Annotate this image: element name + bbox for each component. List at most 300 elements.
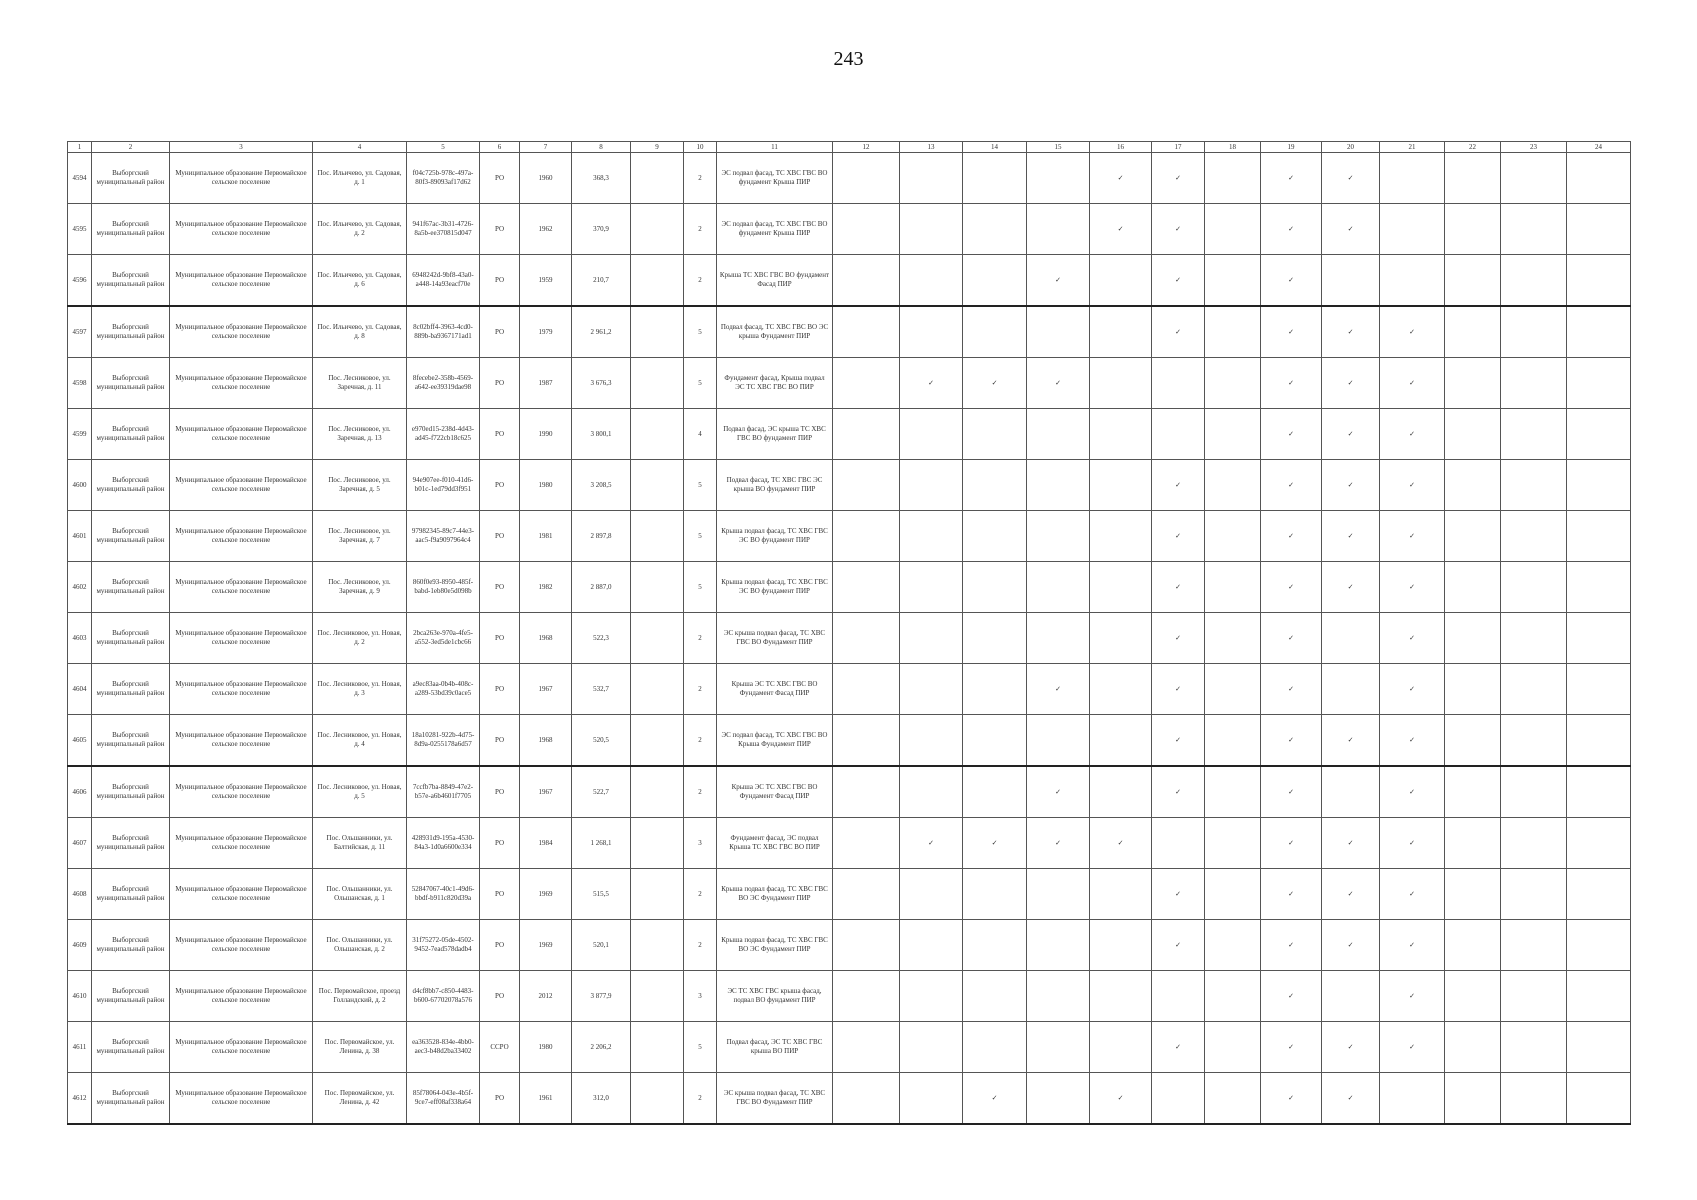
- build-year: 1980: [520, 1022, 572, 1073]
- check-mark-icon: ✓: [1322, 204, 1380, 255]
- empty-cell: [1445, 664, 1501, 715]
- column-9-value: [631, 869, 684, 920]
- empty-cell: [1445, 766, 1501, 818]
- total-area: 520,5: [572, 715, 631, 767]
- empty-cell: [1445, 255, 1501, 307]
- total-area: 370,9: [572, 204, 631, 255]
- empty-cell: [900, 562, 963, 613]
- column-9-value: [631, 920, 684, 971]
- column-10-value: 2: [684, 664, 717, 715]
- repair-works-list: Крыша ЭС ТС ХВС ГВС ВО Фундамент Фасад ПИР: [717, 766, 833, 818]
- house-guid: a9ec83aa-0b4b-408c-a289-53bd39c0ace5: [407, 664, 480, 715]
- empty-cell: [833, 715, 900, 767]
- fund-type: РО: [480, 613, 520, 664]
- build-year: 1984: [520, 818, 572, 869]
- district-name: Выборгский муниципальный район: [92, 664, 170, 715]
- empty-cell: [1027, 511, 1090, 562]
- empty-cell: [1205, 358, 1261, 409]
- empty-cell: [833, 1022, 900, 1073]
- fund-type: РО: [480, 562, 520, 613]
- check-mark-icon: ✓: [1261, 460, 1322, 511]
- column-number-21: 21: [1380, 142, 1445, 153]
- empty-cell: [900, 1073, 963, 1125]
- empty-cell: [1501, 358, 1567, 409]
- check-mark-icon: ✓: [1380, 1022, 1445, 1073]
- empty-cell: [1567, 869, 1631, 920]
- fund-type: РО: [480, 511, 520, 562]
- empty-cell: [1322, 613, 1380, 664]
- district-name: Выборгский муниципальный район: [92, 715, 170, 767]
- empty-cell: [900, 971, 963, 1022]
- district-name: Выборгский муниципальный район: [92, 306, 170, 358]
- empty-cell: [833, 255, 900, 307]
- check-mark-icon: ✓: [1152, 460, 1205, 511]
- column-number-12: 12: [833, 142, 900, 153]
- empty-cell: [833, 306, 900, 358]
- municipality-name: Муниципальное образование Первомайское сельское поселение: [170, 460, 313, 511]
- check-mark-icon: ✓: [963, 358, 1027, 409]
- empty-cell: [900, 664, 963, 715]
- column-number-2: 2: [92, 142, 170, 153]
- row-number: 4600: [68, 460, 92, 511]
- empty-cell: [1445, 613, 1501, 664]
- column-9-value: [631, 255, 684, 307]
- page-number: 243: [833, 48, 864, 70]
- column-number-1: 1: [68, 142, 92, 153]
- house-address: Пос. Лесниковое, ул. Заречная, д. 13: [313, 409, 407, 460]
- empty-cell: [833, 409, 900, 460]
- empty-cell: [1205, 511, 1261, 562]
- build-year: 1960: [520, 153, 572, 204]
- row-number: 4605: [68, 715, 92, 767]
- total-area: 3 676,3: [572, 358, 631, 409]
- repair-works-list: ЭС ТС ХВС ГВС крыша фасад, подвал ВО фундамент ПИР: [717, 971, 833, 1022]
- check-mark-icon: ✓: [1322, 818, 1380, 869]
- empty-cell: [833, 664, 900, 715]
- table-row: [68, 511, 1631, 562]
- empty-cell: [1445, 1022, 1501, 1073]
- house-guid: 85f78064-043e-4b5f-9ce7-eff08af338a64: [407, 1073, 480, 1125]
- column-number-9: 9: [631, 142, 684, 153]
- empty-cell: [900, 766, 963, 818]
- check-mark-icon: ✓: [1322, 460, 1380, 511]
- build-year: 1982: [520, 562, 572, 613]
- repair-works-list: Подвал фасад, ТС ХВС ГВС ЭС крыша ВО фундамент ПИР: [717, 460, 833, 511]
- check-mark-icon: ✓: [1027, 255, 1090, 307]
- column-9-value: [631, 613, 684, 664]
- check-mark-icon: ✓: [1261, 920, 1322, 971]
- check-mark-icon: ✓: [1027, 818, 1090, 869]
- house-address: Пос. Лесниковое, ул. Новая, д. 2: [313, 613, 407, 664]
- empty-cell: [1322, 971, 1380, 1022]
- build-year: 1961: [520, 1073, 572, 1125]
- municipality-name: Муниципальное образование Первомайское сельское поселение: [170, 613, 313, 664]
- row-number: 4604: [68, 664, 92, 715]
- district-name: Выборгский муниципальный район: [92, 204, 170, 255]
- row-number: 4602: [68, 562, 92, 613]
- empty-cell: [833, 920, 900, 971]
- table-row: [68, 204, 1631, 255]
- house-address: Пос. Лесниковое, ул. Заречная, д. 7: [313, 511, 407, 562]
- row-number: 4607: [68, 818, 92, 869]
- check-mark-icon: ✓: [1261, 153, 1322, 204]
- empty-cell: [900, 255, 963, 307]
- row-number: 4611: [68, 1022, 92, 1073]
- fund-type: РО: [480, 971, 520, 1022]
- empty-cell: [963, 869, 1027, 920]
- column-10-value: 5: [684, 562, 717, 613]
- column-number-13: 13: [900, 142, 963, 153]
- repair-works-list: Крыша ЭС ТС ХВС ГВС ВО Фундамент Фасад ПИР: [717, 664, 833, 715]
- empty-cell: [1027, 204, 1090, 255]
- district-name: Выборгский муниципальный район: [92, 409, 170, 460]
- table-body: [68, 153, 1631, 1125]
- empty-cell: [1567, 766, 1631, 818]
- column-10-value: 2: [684, 153, 717, 204]
- column-9-value: [631, 511, 684, 562]
- column-number-16: 16: [1090, 142, 1152, 153]
- district-name: Выборгский муниципальный район: [92, 562, 170, 613]
- house-guid: 2bca263e-970a-4fe5-a552-3ed5de1cbc66: [407, 613, 480, 664]
- district-name: Выборгский муниципальный район: [92, 358, 170, 409]
- check-mark-icon: ✓: [1380, 306, 1445, 358]
- build-year: 1969: [520, 920, 572, 971]
- house-address: Пос. Ильичево, ул. Садовая, д. 6: [313, 255, 407, 307]
- empty-cell: [963, 613, 1027, 664]
- row-number: 4610: [68, 971, 92, 1022]
- empty-cell: [1205, 664, 1261, 715]
- build-year: 1968: [520, 613, 572, 664]
- empty-cell: [1380, 255, 1445, 307]
- district-name: Выборгский муниципальный район: [92, 511, 170, 562]
- column-9-value: [631, 818, 684, 869]
- fund-type: РО: [480, 766, 520, 818]
- empty-cell: [1445, 869, 1501, 920]
- check-mark-icon: ✓: [1380, 664, 1445, 715]
- check-mark-icon: ✓: [963, 1073, 1027, 1125]
- district-name: Выборгский муниципальный район: [92, 153, 170, 204]
- column-9-value: [631, 715, 684, 767]
- empty-cell: [963, 562, 1027, 613]
- empty-cell: [963, 511, 1027, 562]
- empty-cell: [1027, 971, 1090, 1022]
- column-number-20: 20: [1322, 142, 1380, 153]
- empty-cell: [1567, 306, 1631, 358]
- empty-cell: [1090, 358, 1152, 409]
- table-row: [68, 818, 1631, 869]
- empty-cell: [1501, 869, 1567, 920]
- check-mark-icon: ✓: [900, 358, 963, 409]
- column-10-value: 2: [684, 920, 717, 971]
- municipality-name: Муниципальное образование Первомайское сельское поселение: [170, 409, 313, 460]
- empty-cell: [1445, 818, 1501, 869]
- empty-cell: [1205, 409, 1261, 460]
- empty-cell: [963, 971, 1027, 1022]
- row-number: 4612: [68, 1073, 92, 1125]
- fund-type: РО: [480, 869, 520, 920]
- column-number-8: 8: [572, 142, 631, 153]
- column-10-value: 5: [684, 306, 717, 358]
- empty-cell: [1027, 869, 1090, 920]
- municipality-name: Муниципальное образование Первомайское сельское поселение: [170, 971, 313, 1022]
- empty-cell: [1090, 971, 1152, 1022]
- empty-cell: [1567, 664, 1631, 715]
- row-number: 4606: [68, 766, 92, 818]
- municipality-name: Муниципальное образование Первомайское сельское поселение: [170, 869, 313, 920]
- column-number-header: [68, 142, 1631, 153]
- check-mark-icon: ✓: [1152, 613, 1205, 664]
- empty-cell: [900, 204, 963, 255]
- check-mark-icon: ✓: [1322, 511, 1380, 562]
- check-mark-icon: ✓: [1322, 1073, 1380, 1125]
- table-row: [68, 1073, 1631, 1125]
- check-mark-icon: ✓: [1380, 409, 1445, 460]
- column-number-4: 4: [313, 142, 407, 153]
- column-number-15: 15: [1027, 142, 1090, 153]
- column-10-value: 2: [684, 766, 717, 818]
- empty-cell: [1205, 971, 1261, 1022]
- repair-works-list: Фундамент фасад, ЭС подвал Крыша ТС ХВС ГВС ВО ПИР: [717, 818, 833, 869]
- empty-cell: [1501, 409, 1567, 460]
- row-number: 4595: [68, 204, 92, 255]
- check-mark-icon: ✓: [1152, 255, 1205, 307]
- empty-cell: [1567, 971, 1631, 1022]
- empty-cell: [1322, 255, 1380, 307]
- column-10-value: 5: [684, 1022, 717, 1073]
- house-address: Пос. Лесниковое, ул. Новая, д. 4: [313, 715, 407, 767]
- fund-type: РО: [480, 664, 520, 715]
- district-name: Выборгский муниципальный район: [92, 766, 170, 818]
- empty-cell: [1205, 766, 1261, 818]
- column-number-14: 14: [963, 142, 1027, 153]
- fund-type: РО: [480, 920, 520, 971]
- empty-cell: [1205, 818, 1261, 869]
- empty-cell: [963, 920, 1027, 971]
- column-9-value: [631, 460, 684, 511]
- column-number-10: 10: [684, 142, 717, 153]
- check-mark-icon: ✓: [1261, 358, 1322, 409]
- repair-works-list: Крыша подвал фасад, ТС ХВС ГВС ВО ЭС Фундамент ПИР: [717, 869, 833, 920]
- empty-cell: [1567, 358, 1631, 409]
- column-9-value: [631, 971, 684, 1022]
- empty-cell: [1445, 153, 1501, 204]
- total-area: 522,7: [572, 766, 631, 818]
- total-area: 312,0: [572, 1073, 631, 1125]
- total-area: 3 208,5: [572, 460, 631, 511]
- check-mark-icon: ✓: [1261, 869, 1322, 920]
- column-10-value: 2: [684, 204, 717, 255]
- check-mark-icon: ✓: [1152, 306, 1205, 358]
- check-mark-icon: ✓: [1261, 204, 1322, 255]
- row-number: 4594: [68, 153, 92, 204]
- house-address: Пос. Ольшанники, ул. Ольшанская, д. 2: [313, 920, 407, 971]
- empty-cell: [1090, 715, 1152, 767]
- empty-cell: [1027, 613, 1090, 664]
- check-mark-icon: ✓: [1380, 613, 1445, 664]
- empty-cell: [1501, 920, 1567, 971]
- municipality-name: Муниципальное образование Первомайское сельское поселение: [170, 766, 313, 818]
- fund-type: РО: [480, 409, 520, 460]
- empty-cell: [1501, 511, 1567, 562]
- build-year: 1967: [520, 664, 572, 715]
- check-mark-icon: ✓: [1261, 562, 1322, 613]
- column-9-value: [631, 204, 684, 255]
- empty-cell: [1501, 664, 1567, 715]
- municipality-name: Муниципальное образование Первомайское сельское поселение: [170, 920, 313, 971]
- table-row: [68, 358, 1631, 409]
- empty-cell: [1501, 1073, 1567, 1125]
- empty-cell: [1445, 562, 1501, 613]
- empty-cell: [1567, 255, 1631, 307]
- column-9-value: [631, 306, 684, 358]
- house-address: Пос. Ильичево, ул. Садовая, д. 8: [313, 306, 407, 358]
- column-9-value: [631, 562, 684, 613]
- column-number-22: 22: [1445, 142, 1501, 153]
- row-number: 4603: [68, 613, 92, 664]
- total-area: 2 961,2: [572, 306, 631, 358]
- column-9-value: [631, 409, 684, 460]
- empty-cell: [1205, 562, 1261, 613]
- empty-cell: [900, 715, 963, 767]
- row-number: 4608: [68, 869, 92, 920]
- empty-cell: [1567, 818, 1631, 869]
- column-9-value: [631, 664, 684, 715]
- check-mark-icon: ✓: [1322, 562, 1380, 613]
- empty-cell: [1205, 920, 1261, 971]
- check-mark-icon: ✓: [963, 818, 1027, 869]
- row-number: 4597: [68, 306, 92, 358]
- repair-works-list: Фундамент фасад, Крыша подвал ЭС ТС ХВС ГВС ВО ПИР: [717, 358, 833, 409]
- check-mark-icon: ✓: [1322, 153, 1380, 204]
- empty-cell: [1501, 562, 1567, 613]
- district-name: Выборгский муниципальный район: [92, 920, 170, 971]
- district-name: Выборгский муниципальный район: [92, 971, 170, 1022]
- repair-works-list: Подвал фасад, ЭС крыша ТС ХВС ГВС ВО фундамент ПИР: [717, 409, 833, 460]
- check-mark-icon: ✓: [1152, 1022, 1205, 1073]
- repair-works-list: Подвал фасад, ЭС ТС ХВС ГВС крыша ВО ПИР: [717, 1022, 833, 1073]
- repair-works-list: ЭС подвал фасад, ТС ХВС ГВС ВО Крыша Фундамент ПИР: [717, 715, 833, 767]
- column-10-value: 2: [684, 715, 717, 767]
- empty-cell: [1090, 920, 1152, 971]
- empty-cell: [833, 869, 900, 920]
- district-name: Выборгский муниципальный район: [92, 869, 170, 920]
- municipality-name: Муниципальное образование Первомайское сельское поселение: [170, 1073, 313, 1125]
- empty-cell: [1205, 613, 1261, 664]
- empty-cell: [1567, 920, 1631, 971]
- table-row: [68, 971, 1631, 1022]
- check-mark-icon: ✓: [1152, 204, 1205, 255]
- house-address: Пос. Первомайское, ул. Ленина, д. 42: [313, 1073, 407, 1125]
- check-mark-icon: ✓: [1152, 511, 1205, 562]
- empty-cell: [900, 1022, 963, 1073]
- empty-cell: [1567, 1022, 1631, 1073]
- total-area: 515,5: [572, 869, 631, 920]
- house-guid: d4cf8bb7-c850-4483-b600-67702078a576: [407, 971, 480, 1022]
- check-mark-icon: ✓: [1261, 409, 1322, 460]
- empty-cell: [963, 1022, 1027, 1073]
- repair-works-list: Крыша ТС ХВС ГВС ВО фундамент Фасад ПИР: [717, 255, 833, 307]
- house-address: Пос. Лесниковое, ул. Заречная, д. 11: [313, 358, 407, 409]
- empty-cell: [1445, 920, 1501, 971]
- empty-cell: [833, 971, 900, 1022]
- fund-type: РО: [480, 306, 520, 358]
- empty-cell: [1445, 460, 1501, 511]
- empty-cell: [1027, 409, 1090, 460]
- column-9-value: [631, 1073, 684, 1125]
- empty-cell: [1027, 562, 1090, 613]
- check-mark-icon: ✓: [1322, 869, 1380, 920]
- house-address: Пос. Лесниковое, ул. Новая, д. 3: [313, 664, 407, 715]
- table-row: [68, 869, 1631, 920]
- empty-cell: [1205, 715, 1261, 767]
- municipality-name: Муниципальное образование Первомайское сельское поселение: [170, 664, 313, 715]
- empty-cell: [1152, 818, 1205, 869]
- empty-cell: [1205, 255, 1261, 307]
- municipality-name: Муниципальное образование Первомайское сельское поселение: [170, 306, 313, 358]
- build-year: 1980: [520, 460, 572, 511]
- repair-works-list: Крыша подвал фасад, ТС ХВС ГВС ЭС ВО фундамент ПИР: [717, 511, 833, 562]
- column-10-value: 2: [684, 255, 717, 307]
- check-mark-icon: ✓: [1322, 715, 1380, 767]
- empty-cell: [900, 409, 963, 460]
- empty-cell: [963, 255, 1027, 307]
- house-address: Пос. Лесниковое, ул. Заречная, д. 9: [313, 562, 407, 613]
- empty-cell: [1152, 1073, 1205, 1125]
- empty-cell: [833, 613, 900, 664]
- municipality-name: Муниципальное образование Первомайское сельское поселение: [170, 204, 313, 255]
- empty-cell: [1380, 153, 1445, 204]
- empty-cell: [1501, 255, 1567, 307]
- empty-cell: [900, 306, 963, 358]
- empty-cell: [900, 869, 963, 920]
- total-area: 2 897,8: [572, 511, 631, 562]
- check-mark-icon: ✓: [1152, 153, 1205, 204]
- repair-works-list: ЭС крыша подвал фасад, ТС ХВС ГВС ВО Фундамент ПИР: [717, 1073, 833, 1125]
- build-year: 1981: [520, 511, 572, 562]
- repair-works-list: ЭС крыша подвал фасад, ТС ХВС ГВС ВО Фундамент ПИР: [717, 613, 833, 664]
- check-mark-icon: ✓: [1027, 664, 1090, 715]
- column-number-6: 6: [480, 142, 520, 153]
- build-year: 2012: [520, 971, 572, 1022]
- empty-cell: [1090, 562, 1152, 613]
- empty-cell: [1445, 971, 1501, 1022]
- empty-cell: [1152, 409, 1205, 460]
- check-mark-icon: ✓: [1380, 920, 1445, 971]
- repair-works-list: ЭС подвал фасад, ТС ХВС ГВС ВО фундамент Крыша ПИР: [717, 204, 833, 255]
- check-mark-icon: ✓: [1322, 1022, 1380, 1073]
- check-mark-icon: ✓: [1322, 358, 1380, 409]
- empty-cell: [963, 766, 1027, 818]
- house-guid: 860f0e93-8950-485f-babd-1eb80e5d098b: [407, 562, 480, 613]
- house-address: Пос. Ольшанники, ул. Балтийская, д. 11: [313, 818, 407, 869]
- house-address: Пос. Ольшанники, ул. Ольшанская, д. 1: [313, 869, 407, 920]
- check-mark-icon: ✓: [1261, 971, 1322, 1022]
- column-10-value: 4: [684, 409, 717, 460]
- municipality-name: Муниципальное образование Первомайское сельское поселение: [170, 511, 313, 562]
- empty-cell: [1445, 715, 1501, 767]
- empty-cell: [1090, 255, 1152, 307]
- build-year: 1959: [520, 255, 572, 307]
- empty-cell: [1501, 715, 1567, 767]
- check-mark-icon: ✓: [1261, 664, 1322, 715]
- empty-cell: [833, 153, 900, 204]
- house-guid: 8c02bff4-3963-4cd0-889b-ba9367171ad1: [407, 306, 480, 358]
- empty-cell: [900, 460, 963, 511]
- house-guid: 94e907ee-f010-41d6-b01c-1ed79dd3f951: [407, 460, 480, 511]
- column-number-24: 24: [1567, 142, 1631, 153]
- check-mark-icon: ✓: [1261, 613, 1322, 664]
- district-name: Выборгский муниципальный район: [92, 1073, 170, 1125]
